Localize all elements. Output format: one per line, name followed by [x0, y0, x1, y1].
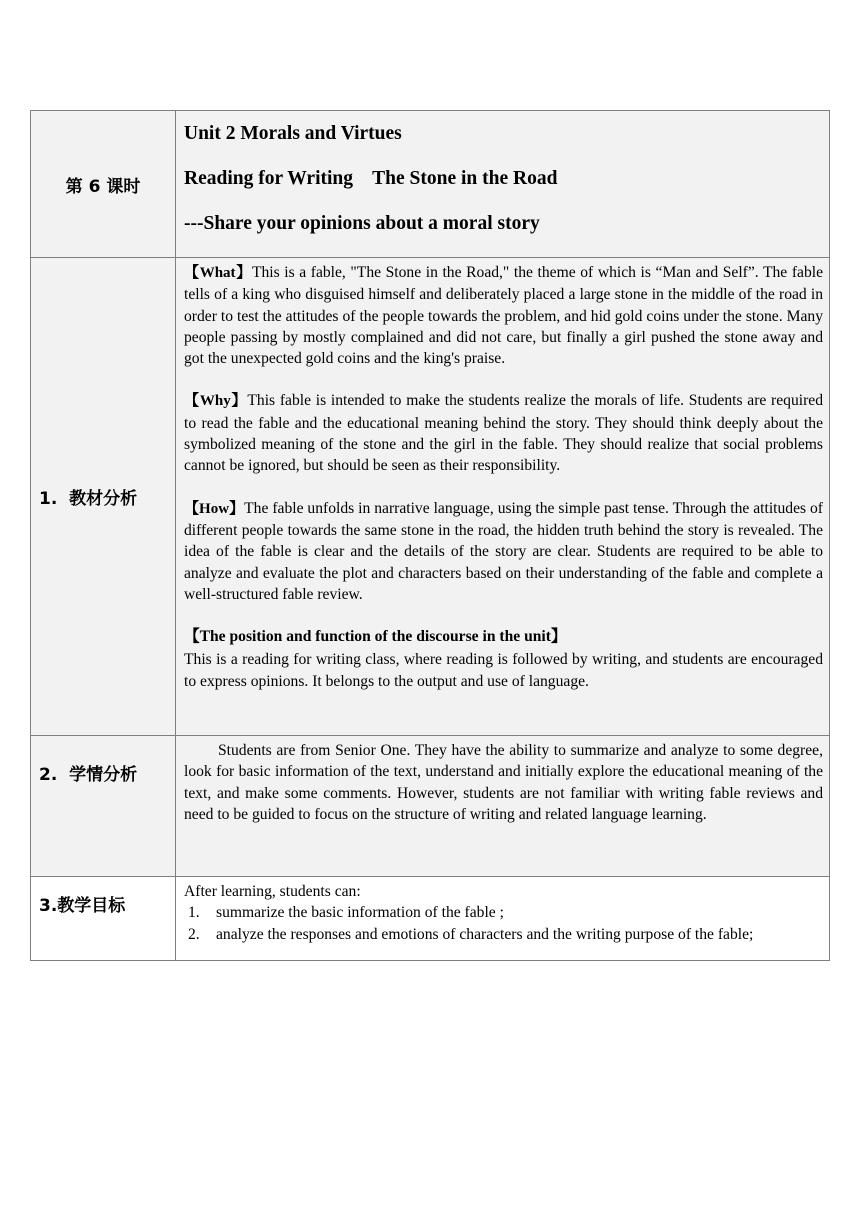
teaching-goals-intro: After learning, students can: [184, 883, 361, 900]
goal-item [184, 902, 823, 923]
lesson-label: 第 6 课时 [65, 176, 141, 197]
student-analysis-label: 2. 学情分析 [39, 765, 138, 785]
material-analysis-label: 1. 教材分析 [39, 489, 138, 509]
what-text: This is a fable, "The Stone in the Road," the theme of which is “Man and Self”. The fable tells of a king who disguised himself and deliberately placed a large stone in the middle of the road in order to test the attitudes of the people towards the problem, and hid gold coins under the stone. Many people passing by mostly complained and did not care, but finally a girl pushed the stone away and got the unexpected gold coins and the king's praise. [184, 264, 823, 368]
how-paragraph [184, 498, 823, 605]
goal-text: analyze the responses and emotions of characters and the writing purpose of the fable; [216, 925, 754, 943]
lesson-subtitle: ---Share your opinions about a moral story [184, 213, 540, 234]
goal-text: summarize the basic information of the fable ; [216, 904, 504, 922]
goal-number: 1. [188, 904, 200, 922]
position-function-title: 【The position and function of the discourse in the unit】 [184, 628, 567, 646]
lesson-label-cell [31, 111, 176, 258]
lesson-plan-table [30, 110, 830, 961]
student-analysis-label-cell [31, 736, 176, 877]
what-tag: 【What】 [184, 265, 252, 281]
header-row [31, 111, 830, 258]
position-function-text: This is a reading for writing class, where reading is followed by writing, and students are encouraged to express opinions. It belongs to the output and use of language. [184, 651, 823, 690]
what-paragraph [184, 262, 823, 369]
goal-number: 2. [188, 925, 200, 943]
material-analysis-label-cell [31, 258, 176, 736]
teaching-goals-row [31, 877, 830, 961]
student-analysis-text: Students are from Senior One. They have the ability to summarize and analyze to some degree, look for basic information of the text, understand and initially explore the educational meaning of the text, and make some comments. However, students are not familiar with writing fable reviews and need to be guided to focus on the structure of writing and related language learning. [184, 742, 823, 823]
why-paragraph [184, 390, 823, 476]
material-analysis-row [31, 258, 830, 736]
why-tag: 【Why】 [184, 393, 248, 410]
teaching-goals-label: 3.教学目标 [39, 896, 126, 916]
student-analysis-content [176, 736, 830, 877]
teaching-goals-label-cell [31, 877, 176, 961]
how-tag: 【How】 [184, 500, 245, 517]
how-text: The fable unfolds in narrative language, using the simple past tense. Through the attitudes of different people towards the same stone in the road, the hidden truth behind the story is revealed. The idea of the fable is clear and the details of the story are clear. Students are required to be able to analyze and evaluate the plot and characters based on their understanding of the fable and complete a well-structured fable review. [184, 499, 823, 603]
goal-item [184, 924, 823, 945]
why-text: This fable is intended to make the students realize the morals of life. Students are required to read the fable and the educational meaning behind the story. They should think deeply about the symbolized meaning of the stone and the girl in the fable. They should realize that social problems cannot be ignored, but should be seen as their responsibility. [184, 392, 824, 475]
lesson-title: Reading for Writing The Stone in the Road [184, 168, 558, 189]
unit-title: Unit 2 Morals and Virtues [184, 123, 402, 144]
material-analysis-content [176, 258, 830, 736]
teaching-goals-content [176, 877, 830, 961]
header-content-cell [176, 111, 830, 258]
student-analysis-row [31, 736, 830, 877]
